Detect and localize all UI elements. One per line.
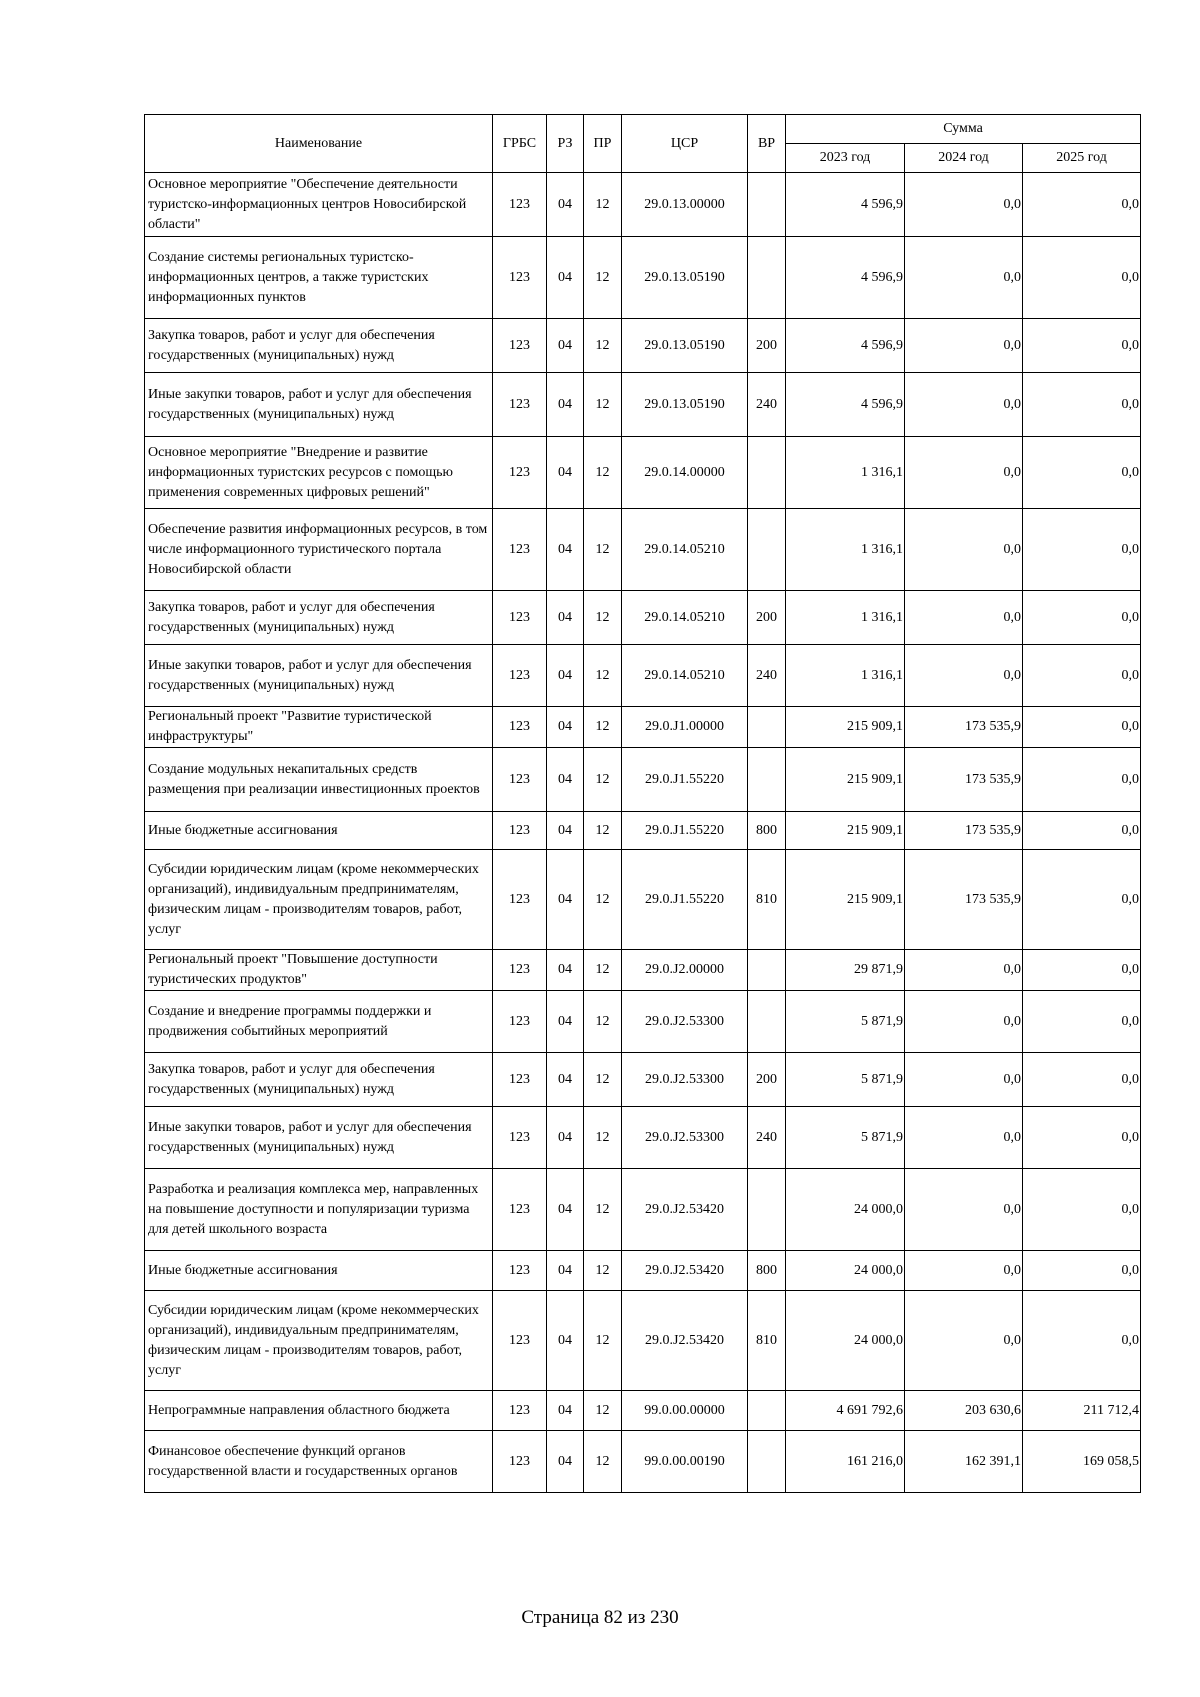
cell-rz: 04 xyxy=(547,1431,584,1493)
cell-2025: 211 712,4 xyxy=(1023,1391,1141,1431)
cell-rz: 04 xyxy=(547,850,584,950)
table-row xyxy=(145,373,1141,437)
cell-csr: 29.0.14.05210 xyxy=(622,645,748,707)
cell-pr: 12 xyxy=(584,1251,622,1291)
cell-2023: 161 216,0 xyxy=(786,1431,905,1493)
cell-2024: 173 535,9 xyxy=(905,850,1023,950)
cell-grbs: 123 xyxy=(493,509,547,591)
cell-csr: 29.0.14.00000 xyxy=(622,437,748,509)
cell-rz: 04 xyxy=(547,1291,584,1391)
cell-vr xyxy=(748,437,786,509)
cell-grbs: 123 xyxy=(493,1169,547,1251)
cell-grbs: 123 xyxy=(493,1053,547,1107)
cell-2023: 215 909,1 xyxy=(786,748,905,812)
cell-pr: 12 xyxy=(584,591,622,645)
cell-pr: 12 xyxy=(584,373,622,437)
cell-pr: 12 xyxy=(584,173,622,237)
cell-csr: 29.0.J1.55220 xyxy=(622,812,748,850)
table-row xyxy=(145,748,1141,812)
header-rz: РЗ xyxy=(547,115,584,173)
cell-name: Региональный проект "Повышение доступности туристических продуктов" xyxy=(145,950,493,991)
cell-csr: 29.0.13.00000 xyxy=(622,173,748,237)
cell-2023: 24 000,0 xyxy=(786,1169,905,1251)
cell-2024: 0,0 xyxy=(905,509,1023,591)
cell-2023: 5 871,9 xyxy=(786,991,905,1053)
cell-pr: 12 xyxy=(584,437,622,509)
cell-csr: 29.0.J1.00000 xyxy=(622,707,748,748)
cell-vr xyxy=(748,173,786,237)
cell-2023: 4 596,9 xyxy=(786,173,905,237)
cell-2025: 0,0 xyxy=(1023,437,1141,509)
cell-2024: 0,0 xyxy=(905,991,1023,1053)
cell-2023: 24 000,0 xyxy=(786,1291,905,1391)
cell-vr: 240 xyxy=(748,645,786,707)
cell-csr: 29.0.J2.00000 xyxy=(622,950,748,991)
cell-2024: 0,0 xyxy=(905,1053,1023,1107)
cell-name: Основное мероприятие "Обеспечение деятельности туристско-информационных центров Новосибирской области" xyxy=(145,173,493,237)
cell-grbs: 123 xyxy=(493,1251,547,1291)
cell-name: Разработка и реализация комплекса мер, направленных на повышение доступности и популяризации туризма для детей школьного возраста xyxy=(145,1169,493,1251)
cell-rz: 04 xyxy=(547,991,584,1053)
cell-rz: 04 xyxy=(547,237,584,319)
cell-2023: 4 596,9 xyxy=(786,237,905,319)
cell-csr: 29.0.J1.55220 xyxy=(622,850,748,950)
table-row xyxy=(145,1169,1141,1251)
cell-grbs: 123 xyxy=(493,991,547,1053)
cell-csr: 29.0.J2.53420 xyxy=(622,1291,748,1391)
cell-pr: 12 xyxy=(584,748,622,812)
cell-csr: 29.0.J2.53420 xyxy=(622,1169,748,1251)
cell-pr: 12 xyxy=(584,991,622,1053)
cell-grbs: 123 xyxy=(493,173,547,237)
cell-2024: 0,0 xyxy=(905,645,1023,707)
table-row xyxy=(145,509,1141,591)
cell-2025: 169 058,5 xyxy=(1023,1431,1141,1493)
cell-csr: 99.0.00.00000 xyxy=(622,1391,748,1431)
header-vr: ВР xyxy=(748,115,786,173)
cell-rz: 04 xyxy=(547,173,584,237)
cell-csr: 29.0.14.05210 xyxy=(622,591,748,645)
cell-2024: 0,0 xyxy=(905,1251,1023,1291)
cell-2025: 0,0 xyxy=(1023,173,1141,237)
cell-2025: 0,0 xyxy=(1023,748,1141,812)
table-row xyxy=(145,1107,1141,1169)
cell-vr: 800 xyxy=(748,812,786,850)
cell-2025: 0,0 xyxy=(1023,373,1141,437)
cell-grbs: 123 xyxy=(493,437,547,509)
cell-rz: 04 xyxy=(547,707,584,748)
cell-2025: 0,0 xyxy=(1023,319,1141,373)
cell-grbs: 123 xyxy=(493,950,547,991)
cell-2023: 215 909,1 xyxy=(786,812,905,850)
cell-name: Субсидии юридическим лицам (кроме некоммерческих организаций), индивидуальным предпринимателям, физическим лицам - производителям товаров, работ, услуг xyxy=(145,1291,493,1391)
table-row xyxy=(145,991,1141,1053)
cell-pr: 12 xyxy=(584,1053,622,1107)
cell-name: Региональный проект "Развитие туристической инфраструктуры" xyxy=(145,707,493,748)
cell-pr: 12 xyxy=(584,509,622,591)
table-row xyxy=(145,1391,1141,1431)
cell-2025: 0,0 xyxy=(1023,1291,1141,1391)
table-row xyxy=(145,645,1141,707)
cell-csr: 99.0.00.00190 xyxy=(622,1431,748,1493)
cell-pr: 12 xyxy=(584,812,622,850)
cell-pr: 12 xyxy=(584,707,622,748)
cell-2024: 173 535,9 xyxy=(905,707,1023,748)
cell-csr: 29.0.13.05190 xyxy=(622,319,748,373)
cell-2023: 1 316,1 xyxy=(786,509,905,591)
cell-2025: 0,0 xyxy=(1023,707,1141,748)
cell-pr: 12 xyxy=(584,1169,622,1251)
header-csr: ЦСР xyxy=(622,115,748,173)
cell-grbs: 123 xyxy=(493,1291,547,1391)
table-row xyxy=(145,1251,1141,1291)
cell-grbs: 123 xyxy=(493,1391,547,1431)
cell-2024: 173 535,9 xyxy=(905,748,1023,812)
cell-pr: 12 xyxy=(584,237,622,319)
cell-vr xyxy=(748,707,786,748)
cell-name: Иные закупки товаров, работ и услуг для обеспечения государственных (муниципальных) нужд xyxy=(145,1107,493,1169)
cell-2023: 5 871,9 xyxy=(786,1107,905,1169)
cell-csr: 29.0.J2.53300 xyxy=(622,991,748,1053)
table-header xyxy=(145,115,1141,173)
cell-grbs: 123 xyxy=(493,373,547,437)
cell-name: Создание системы региональных туристско-информационных центров, а также туристских информационных пунктов xyxy=(145,237,493,319)
cell-name: Иные закупки товаров, работ и услуг для обеспечения государственных (муниципальных) нужд xyxy=(145,373,493,437)
cell-rz: 04 xyxy=(547,645,584,707)
cell-2024: 0,0 xyxy=(905,373,1023,437)
cell-vr: 200 xyxy=(748,1053,786,1107)
cell-2024: 0,0 xyxy=(905,237,1023,319)
header-year-2025: 2025 год xyxy=(1023,144,1141,173)
cell-rz: 04 xyxy=(547,1391,584,1431)
cell-vr: 810 xyxy=(748,850,786,950)
table-row xyxy=(145,437,1141,509)
cell-2023: 1 316,1 xyxy=(786,591,905,645)
cell-2024: 0,0 xyxy=(905,1107,1023,1169)
cell-2025: 0,0 xyxy=(1023,509,1141,591)
page-number: Страница 82 из 230 xyxy=(521,1607,679,1628)
cell-2024: 0,0 xyxy=(905,437,1023,509)
cell-vr xyxy=(748,237,786,319)
cell-2024: 0,0 xyxy=(905,591,1023,645)
cell-rz: 04 xyxy=(547,373,584,437)
cell-pr: 12 xyxy=(584,1391,622,1431)
cell-2025: 0,0 xyxy=(1023,645,1141,707)
cell-pr: 12 xyxy=(584,850,622,950)
table-row xyxy=(145,1053,1141,1107)
cell-pr: 12 xyxy=(584,1291,622,1391)
cell-csr: 29.0.13.05190 xyxy=(622,237,748,319)
cell-rz: 04 xyxy=(547,1251,584,1291)
cell-vr xyxy=(748,748,786,812)
table-row xyxy=(145,850,1141,950)
cell-name: Непрограммные направления областного бюджета xyxy=(145,1391,493,1431)
cell-2025: 0,0 xyxy=(1023,950,1141,991)
cell-vr xyxy=(748,1169,786,1251)
cell-vr: 200 xyxy=(748,319,786,373)
cell-vr xyxy=(748,1391,786,1431)
table-row xyxy=(145,1431,1141,1493)
cell-vr: 200 xyxy=(748,591,786,645)
header-name: Наименование xyxy=(145,115,493,173)
cell-rz: 04 xyxy=(547,509,584,591)
cell-csr: 29.0.J2.53300 xyxy=(622,1107,748,1169)
table-row xyxy=(145,950,1141,991)
cell-vr: 810 xyxy=(748,1291,786,1391)
cell-rz: 04 xyxy=(547,748,584,812)
table-row xyxy=(145,1291,1141,1391)
cell-vr: 240 xyxy=(748,373,786,437)
table-row xyxy=(145,812,1141,850)
cell-name: Закупка товаров, работ и услуг для обеспечения государственных (муниципальных) нужд xyxy=(145,1053,493,1107)
table-row xyxy=(145,237,1141,319)
cell-2023: 29 871,9 xyxy=(786,950,905,991)
cell-csr: 29.0.13.05190 xyxy=(622,373,748,437)
cell-rz: 04 xyxy=(547,812,584,850)
cell-name: Создание модульных некапитальных средств размещения при реализации инвестиционных проектов xyxy=(145,748,493,812)
cell-name: Закупка товаров, работ и услуг для обеспечения государственных (муниципальных) нужд xyxy=(145,319,493,373)
cell-2024: 203 630,6 xyxy=(905,1391,1023,1431)
cell-name: Финансовое обеспечение функций органов государственной власти и государственных органов xyxy=(145,1431,493,1493)
cell-2024: 173 535,9 xyxy=(905,812,1023,850)
cell-2025: 0,0 xyxy=(1023,1053,1141,1107)
cell-rz: 04 xyxy=(547,950,584,991)
cell-vr: 800 xyxy=(748,1251,786,1291)
cell-name: Иные бюджетные ассигнования xyxy=(145,1251,493,1291)
cell-2023: 4 596,9 xyxy=(786,373,905,437)
header-year-2024: 2024 год xyxy=(905,144,1023,173)
cell-name: Иные бюджетные ассигнования xyxy=(145,812,493,850)
table-body xyxy=(145,173,1141,1493)
cell-grbs: 123 xyxy=(493,237,547,319)
cell-name: Закупка товаров, работ и услуг для обеспечения государственных (муниципальных) нужд xyxy=(145,591,493,645)
table-row xyxy=(145,319,1141,373)
cell-2025: 0,0 xyxy=(1023,1251,1141,1291)
table-row xyxy=(145,707,1141,748)
cell-2025: 0,0 xyxy=(1023,850,1141,950)
cell-grbs: 123 xyxy=(493,748,547,812)
cell-rz: 04 xyxy=(547,1169,584,1251)
cell-csr: 29.0.J1.55220 xyxy=(622,748,748,812)
cell-2024: 0,0 xyxy=(905,1291,1023,1391)
cell-pr: 12 xyxy=(584,645,622,707)
cell-2023: 4 596,9 xyxy=(786,319,905,373)
cell-2024: 0,0 xyxy=(905,950,1023,991)
cell-vr xyxy=(748,991,786,1053)
cell-2023: 215 909,1 xyxy=(786,707,905,748)
header-pr: ПР xyxy=(584,115,622,173)
cell-rz: 04 xyxy=(547,319,584,373)
cell-csr: 29.0.14.05210 xyxy=(622,509,748,591)
cell-2024: 0,0 xyxy=(905,1169,1023,1251)
cell-pr: 12 xyxy=(584,319,622,373)
cell-grbs: 123 xyxy=(493,850,547,950)
cell-csr: 29.0.J2.53420 xyxy=(622,1251,748,1291)
cell-name: Иные закупки товаров, работ и услуг для обеспечения государственных (муниципальных) нужд xyxy=(145,645,493,707)
cell-rz: 04 xyxy=(547,591,584,645)
cell-name: Обеспечение развития информационных ресурсов, в том числе информационного туристического портала Новосибирской области xyxy=(145,509,493,591)
cell-2025: 0,0 xyxy=(1023,812,1141,850)
cell-vr xyxy=(748,950,786,991)
cell-2023: 5 871,9 xyxy=(786,1053,905,1107)
cell-2023: 215 909,1 xyxy=(786,850,905,950)
cell-rz: 04 xyxy=(547,1053,584,1107)
header-grbs: ГРБС xyxy=(493,115,547,173)
cell-2025: 0,0 xyxy=(1023,1107,1141,1169)
cell-2025: 0,0 xyxy=(1023,1169,1141,1251)
cell-pr: 12 xyxy=(584,950,622,991)
cell-rz: 04 xyxy=(547,437,584,509)
cell-grbs: 123 xyxy=(493,319,547,373)
cell-name: Основное мероприятие "Внедрение и развитие информационных туристских ресурсов с помощью применения современных цифровых решений" xyxy=(145,437,493,509)
cell-name: Субсидии юридическим лицам (кроме некоммерческих организаций), индивидуальным предпринимателям, физическим лицам - производителям товаров, работ, услуг xyxy=(145,850,493,950)
cell-2023: 1 316,1 xyxy=(786,437,905,509)
header-year-2023: 2023 год xyxy=(786,144,905,173)
budget-table-container xyxy=(144,114,1140,1493)
cell-pr: 12 xyxy=(584,1431,622,1493)
cell-grbs: 123 xyxy=(493,591,547,645)
cell-vr xyxy=(748,509,786,591)
cell-pr: 12 xyxy=(584,1107,622,1169)
cell-csr: 29.0.J2.53300 xyxy=(622,1053,748,1107)
cell-2025: 0,0 xyxy=(1023,237,1141,319)
table-row xyxy=(145,591,1141,645)
header-sum: Сумма xyxy=(786,115,1141,144)
cell-name: Создание и внедрение программы поддержки и продвижения событийных мероприятий xyxy=(145,991,493,1053)
cell-vr: 240 xyxy=(748,1107,786,1169)
cell-vr xyxy=(748,1431,786,1493)
cell-2024: 162 391,1 xyxy=(905,1431,1023,1493)
cell-grbs: 123 xyxy=(493,707,547,748)
cell-2023: 4 691 792,6 xyxy=(786,1391,905,1431)
budget-table xyxy=(144,114,1141,1493)
cell-grbs: 123 xyxy=(493,645,547,707)
cell-2023: 24 000,0 xyxy=(786,1251,905,1291)
cell-2025: 0,0 xyxy=(1023,991,1141,1053)
cell-2024: 0,0 xyxy=(905,319,1023,373)
cell-grbs: 123 xyxy=(493,1431,547,1493)
table-row xyxy=(145,173,1141,237)
cell-2024: 0,0 xyxy=(905,173,1023,237)
cell-rz: 04 xyxy=(547,1107,584,1169)
cell-grbs: 123 xyxy=(493,1107,547,1169)
cell-grbs: 123 xyxy=(493,812,547,850)
cell-2023: 1 316,1 xyxy=(786,645,905,707)
cell-2025: 0,0 xyxy=(1023,591,1141,645)
